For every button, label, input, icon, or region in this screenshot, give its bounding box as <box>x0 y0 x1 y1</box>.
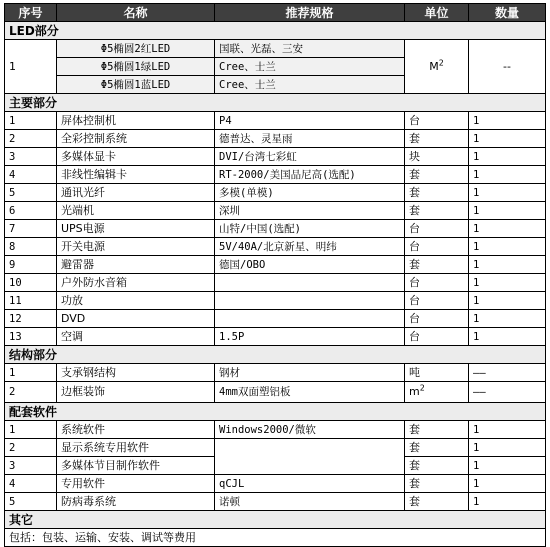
cell-qty <box>469 130 546 148</box>
cell-unit <box>405 202 469 220</box>
cell-text: P4 <box>219 114 232 127</box>
cell-no <box>5 130 57 148</box>
cell-text: 非线性编辑卡 <box>61 167 127 181</box>
cell-text: DVD <box>61 311 86 325</box>
cell-text: 套 <box>409 185 420 199</box>
cell-spec: 国联、光磊、三安 <box>215 40 405 58</box>
cell-no <box>5 475 57 493</box>
cell-name <box>57 274 215 292</box>
cell-text: 1 <box>473 186 480 199</box>
cell-text: 1 <box>473 240 480 253</box>
cell-no <box>5 439 57 457</box>
cell-text: 1 <box>9 423 16 436</box>
cell-qty <box>469 148 546 166</box>
cell-spec <box>215 238 405 256</box>
cell-name <box>57 328 215 346</box>
cell-text: 1 <box>9 114 16 127</box>
table-row <box>5 130 546 148</box>
cell-no <box>5 364 57 382</box>
cell-text: RT-2000/美国品尼高(选配) <box>219 168 356 181</box>
cell-text: 12 <box>9 312 22 325</box>
cell-text: 1 <box>473 441 480 454</box>
cell-text: 6 <box>9 204 16 217</box>
cell-text: 1 <box>473 312 480 325</box>
cell-text: 功放 <box>61 293 83 307</box>
cell-text: 套 <box>409 131 420 145</box>
cell-spec <box>215 328 405 346</box>
cell-spec: Cree、士兰 <box>215 76 405 94</box>
cell-qty <box>469 274 546 292</box>
cell-qty <box>469 475 546 493</box>
cell-text: 1 <box>473 258 480 271</box>
table-row <box>5 364 546 382</box>
equipment-table <box>4 3 546 547</box>
cell-no <box>5 382 57 403</box>
section-structure <box>5 346 546 364</box>
table-row <box>5 274 546 292</box>
cell-text: 4 <box>9 477 16 490</box>
cell-spec <box>215 475 405 493</box>
note-text: 包括：包装、运输、安装、调试等费用 <box>5 529 546 547</box>
table-row <box>5 292 546 310</box>
cell-name: Φ5椭圆1绿LED <box>57 58 215 76</box>
cell-unit <box>405 148 469 166</box>
cell-name <box>57 457 215 475</box>
cell-text: 空调 <box>61 329 83 343</box>
cell-text: 通讯光纤 <box>61 185 105 199</box>
cell-name <box>57 382 215 403</box>
cell-text: 1 <box>473 150 480 163</box>
cell-text: 支承钢结构 <box>61 365 116 379</box>
cell-text: 1 <box>473 423 480 436</box>
table-row <box>5 220 546 238</box>
cell-text: 诺顿 <box>219 495 240 508</box>
cell-no <box>5 112 57 130</box>
cell-text: 台 <box>409 275 420 289</box>
cell-name <box>57 184 215 202</box>
cell-text: 1 <box>473 495 480 508</box>
cell-text: —— <box>473 386 486 398</box>
cell-text: 套 <box>409 494 420 508</box>
section-software <box>5 403 546 421</box>
cell-text: 4mm双面塑铝板 <box>219 386 291 398</box>
cell-unit <box>405 220 469 238</box>
header-no: 序号 <box>5 4 57 22</box>
cell-text: 1.5P <box>219 330 245 343</box>
cell-unit <box>405 382 469 403</box>
cell-text: 台 <box>409 221 420 235</box>
equipment-list <box>4 3 546 547</box>
cell-text: 1 <box>473 132 480 145</box>
cell-name <box>57 439 215 457</box>
cell-name <box>57 292 215 310</box>
cell-text: 套 <box>409 203 420 217</box>
cell-spec <box>215 148 405 166</box>
cell-no <box>5 457 57 475</box>
cell-name: Φ5椭圆1蓝LED <box>57 76 215 94</box>
cell-text: 3 <box>9 150 16 163</box>
cell-text: 多模(单模) <box>219 186 274 199</box>
cell-spec <box>215 493 405 511</box>
header-name: 名称 <box>57 4 215 22</box>
cell-no <box>5 328 57 346</box>
cell-text: 1 <box>473 222 480 235</box>
cell-text: m <box>409 385 420 398</box>
cell-text: 1 <box>9 366 16 379</box>
cell-qty <box>469 220 546 238</box>
cell-text: 系统软件 <box>61 422 105 436</box>
cell-name <box>57 493 215 511</box>
cell-text: 深圳 <box>219 204 240 217</box>
cell-unit <box>405 364 469 382</box>
cell-text: 8 <box>9 240 16 253</box>
cell-unit <box>405 310 469 328</box>
cell-text: Windows2000/微软 <box>219 423 316 436</box>
cell-no <box>5 310 57 328</box>
cell-spec <box>215 202 405 220</box>
cell-text: 套 <box>409 458 420 472</box>
cell-unit <box>405 292 469 310</box>
cell-name <box>57 112 215 130</box>
cell-no: 1 <box>5 40 57 94</box>
cell-unit <box>405 130 469 148</box>
table-row <box>5 202 546 220</box>
cell-text: 5V/40A/北京新星、明纬 <box>219 240 337 253</box>
cell-qty <box>469 457 546 475</box>
cell-qty <box>469 238 546 256</box>
table-row <box>5 493 546 511</box>
cell-no <box>5 148 57 166</box>
cell-text: 多媒体显卡 <box>61 149 116 163</box>
cell-qty <box>469 256 546 274</box>
cell-no <box>5 256 57 274</box>
cell-text: 德普达、灵星雨 <box>219 132 293 145</box>
cell-spec <box>215 112 405 130</box>
cell-unit <box>405 475 469 493</box>
table-row <box>5 310 546 328</box>
cell-name <box>57 202 215 220</box>
cell-text: 山特/中国(选配) <box>219 222 301 235</box>
cell-text: 1 <box>473 204 480 217</box>
cell-spec <box>215 220 405 238</box>
cell-name <box>57 421 215 439</box>
cell-qty <box>469 184 546 202</box>
cell-spec <box>215 166 405 184</box>
cell-text: 1 <box>473 459 480 472</box>
cell-text: 7 <box>9 222 16 235</box>
cell-text: 块 <box>409 149 420 163</box>
cell-no <box>5 166 57 184</box>
cell-unit <box>405 40 469 94</box>
table-row <box>5 238 546 256</box>
cell-no <box>5 274 57 292</box>
table-row <box>5 166 546 184</box>
cell-no <box>5 202 57 220</box>
cell-spec <box>215 382 405 403</box>
cell-qty <box>469 310 546 328</box>
cell-text: 台 <box>409 113 420 127</box>
cell-text: 显示系统专用软件 <box>61 440 149 454</box>
table-row <box>5 382 546 403</box>
cell-spec <box>215 184 405 202</box>
cell-text: 2 <box>9 441 16 454</box>
cell-text: 套 <box>409 167 420 181</box>
cell-text: 2 <box>9 132 16 145</box>
section-title: 结构部分 <box>5 346 546 364</box>
cell-text: 1 <box>473 477 480 490</box>
cell-text: 11 <box>9 294 22 307</box>
cell-text: 台 <box>409 293 420 307</box>
cell-name <box>57 166 215 184</box>
cell-unit <box>405 493 469 511</box>
cell-text: 钢材 <box>219 366 240 379</box>
cell-text: qCJL <box>219 477 245 490</box>
cell-text: 13 <box>9 330 22 343</box>
cell-name <box>57 475 215 493</box>
cell-unit <box>405 421 469 439</box>
header-unit: 单位 <box>405 4 469 22</box>
section-title: LED部分 <box>5 22 546 40</box>
cell-no <box>5 493 57 511</box>
cell-spec <box>215 364 405 382</box>
cell-qty <box>469 421 546 439</box>
cell-text: 德国/OBO <box>219 258 266 271</box>
cell-spec <box>215 310 405 328</box>
cell-text: 10 <box>9 276 22 289</box>
section-title: 其它 <box>5 511 546 529</box>
cell-name <box>57 364 215 382</box>
cell-text: 1 <box>473 276 480 289</box>
header-qty: 数量 <box>469 4 546 22</box>
cell-qty <box>469 328 546 346</box>
cell-name <box>57 256 215 274</box>
cell-no <box>5 421 57 439</box>
cell-text: 台 <box>409 239 420 253</box>
table-row <box>5 184 546 202</box>
cell-text: 屏体控制机 <box>61 113 116 127</box>
cell-text: 全彩控制系统 <box>61 131 127 145</box>
cell-spec <box>215 439 405 475</box>
cell-text: UPS电源 <box>61 221 105 235</box>
cell-unit <box>405 238 469 256</box>
cell-spec <box>215 130 405 148</box>
cell-text: 1 <box>473 330 480 343</box>
cell-unit <box>405 457 469 475</box>
cell-text: 5 <box>9 495 16 508</box>
cell-text: 台 <box>409 311 420 325</box>
cell-name <box>57 220 215 238</box>
cell-qty <box>469 382 546 403</box>
cell-name <box>57 130 215 148</box>
cell-text: 台 <box>409 329 420 343</box>
cell-text: 开关电源 <box>61 239 105 253</box>
cell-no <box>5 220 57 238</box>
cell-qty <box>469 166 546 184</box>
cell-text: 吨 <box>409 365 420 379</box>
unit-sup: 2 <box>438 57 444 67</box>
cell-qty <box>469 202 546 220</box>
cell-qty: -- <box>469 40 546 94</box>
unit-sup: 2 <box>419 383 425 393</box>
table-row <box>5 40 546 58</box>
cell-text: 2 <box>9 386 16 398</box>
cell-qty <box>469 439 546 457</box>
cell-unit <box>405 328 469 346</box>
table-row <box>5 148 546 166</box>
note-row <box>5 529 546 547</box>
cell-unit <box>405 274 469 292</box>
cell-text: 专用软件 <box>61 476 105 490</box>
cell-text: 1 <box>473 114 480 127</box>
cell-name: Φ5椭圆2红LED <box>57 40 215 58</box>
cell-text: 1 <box>473 294 480 307</box>
cell-text: 套 <box>409 257 420 271</box>
cell-name <box>57 238 215 256</box>
cell-text: 9 <box>9 258 16 271</box>
cell-unit <box>405 166 469 184</box>
cell-text: 套 <box>409 440 420 454</box>
section-main <box>5 94 546 112</box>
cell-text: 1 <box>473 168 480 181</box>
cell-qty <box>469 364 546 382</box>
cell-text: 边框装饰 <box>61 385 105 398</box>
cell-text: 户外防水音箱 <box>61 275 127 289</box>
cell-spec <box>215 421 405 439</box>
cell-text: 套 <box>409 422 420 436</box>
cell-text: —— <box>473 366 486 379</box>
table-row <box>5 421 546 439</box>
cell-name <box>57 310 215 328</box>
cell-no <box>5 292 57 310</box>
cell-spec <box>215 274 405 292</box>
cell-text: 避雷器 <box>61 257 94 271</box>
section-led <box>5 22 546 40</box>
cell-text: DVI/台湾七彩虹 <box>219 150 297 163</box>
cell-unit <box>405 256 469 274</box>
cell-text: 套 <box>409 476 420 490</box>
table-row <box>5 475 546 493</box>
cell-unit <box>405 439 469 457</box>
cell-qty <box>469 112 546 130</box>
cell-text: 光端机 <box>61 203 94 217</box>
cell-name <box>57 148 215 166</box>
section-other <box>5 511 546 529</box>
cell-text: 多媒体节目制作软件 <box>61 458 160 472</box>
section-title: 配套软件 <box>5 403 546 421</box>
cell-qty <box>469 493 546 511</box>
header-row <box>5 4 546 22</box>
cell-no <box>5 238 57 256</box>
header-spec: 推荐规格 <box>215 4 405 22</box>
section-title: 主要部分 <box>5 94 546 112</box>
table-row <box>5 256 546 274</box>
cell-unit <box>405 184 469 202</box>
cell-no <box>5 184 57 202</box>
cell-qty <box>469 292 546 310</box>
cell-text: 4 <box>9 168 16 181</box>
cell-spec <box>215 256 405 274</box>
table-row <box>5 112 546 130</box>
cell-unit <box>405 112 469 130</box>
cell-text: 防病毒系统 <box>61 494 116 508</box>
cell-text: 3 <box>9 459 16 472</box>
cell-spec <box>215 292 405 310</box>
table-row <box>5 328 546 346</box>
cell-spec: Cree、士兰 <box>215 58 405 76</box>
cell-text: 5 <box>9 186 16 199</box>
table-row <box>5 439 546 457</box>
unit-text: M <box>429 59 439 73</box>
